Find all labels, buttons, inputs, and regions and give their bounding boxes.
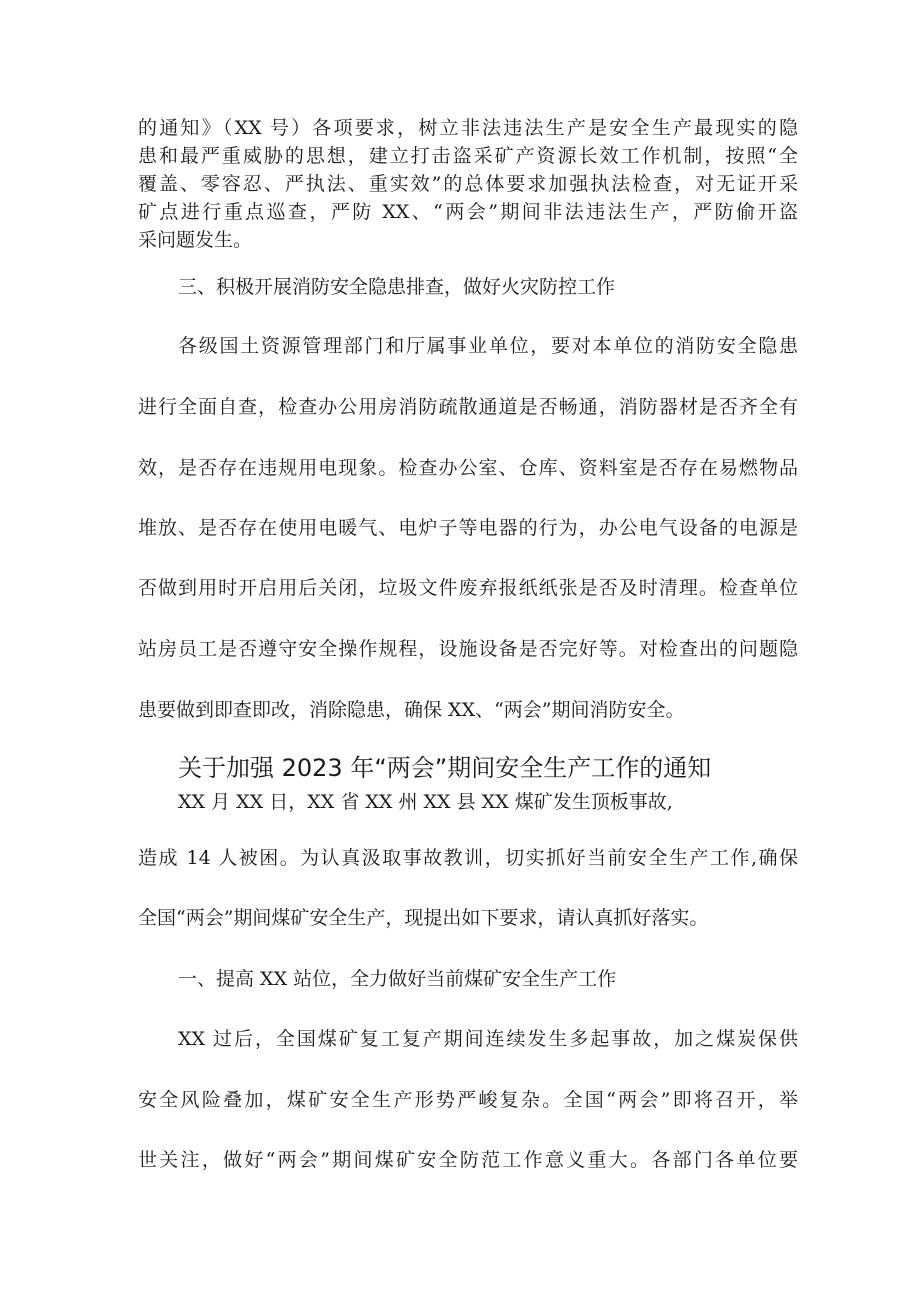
body-line: 矿点进行重点巡查，严防 XX、“两会”期间非法违法生产，严防偷开盗: [138, 201, 798, 223]
body-line: 否做到用时开启用后关闭，垃圾文件废弃报纸纸张是否及时清理。检查单位: [138, 577, 798, 599]
notice-title: 关于加强 2023 年“两会”期间安全生产工作的通知: [178, 754, 712, 782]
body-line: XX 过后，全国煤矿复工复产期间连续发生多起事故，加之煤炭保供: [178, 1028, 798, 1050]
body-line: 覆盖、零容忍、严执法、重实效”的总体要求加强执法检查，对无证开采: [138, 173, 798, 195]
section-heading-3: 三、积极开展消防安全隐患排查，做好火灾防控工作: [178, 276, 616, 298]
body-line: XX 月 XX 日，XX 省 XX 州 XX 县 XX 煤矿发生顶板事故,: [178, 791, 673, 813]
section-heading-1: 一、提高 XX 站位，全力做好当前煤矿安全生产工作: [178, 968, 617, 990]
body-line: 安全风险叠加，煤矿安全生产形势严峻复杂。全国“两会”即将召开，举: [138, 1089, 798, 1111]
body-line: 采问题发生。: [138, 229, 253, 251]
body-line: 各级国土资源管理部门和厅属事业单位，要对本单位的消防安全隐患: [178, 335, 798, 357]
body-line: 进行全面自查，检查办公用房消防疏散通道是否畅通，消防器材是否齐全有: [138, 396, 798, 418]
body-line: 堆放、是否存在使用电暖气、电炉子等电器的行为，办公电气设备的电源是: [138, 517, 798, 539]
body-line: 效，是否存在违规用电现象。检查办公室、仓库、资料室是否存在易燃物品: [138, 457, 798, 479]
body-line: 世关注，做好“两会”期间煤矿安全防范工作意义重大。各部门各单位要: [138, 1149, 798, 1171]
body-line: 患和最严重威胁的思想，建立打击盗采矿产资源长效工作机制，按照“全: [138, 145, 798, 167]
body-line: 患要做到即查即改，消除隐患，确保 XX、“两会”期间消防安全。: [138, 699, 685, 721]
body-line: 的通知》（XX 号）各项要求，树立非法违法生产是安全生产最现实的隐: [138, 117, 798, 139]
body-line: 站房员工是否遵守安全操作规程，设施设备是否完好等。对检查出的问题隐: [138, 638, 798, 660]
body-line: 全国“两会”期间煤矿安全生产，现提出如下要求，请认真抓好落实。: [138, 907, 709, 929]
body-line: 造成 14 人被困。为认真汲取事故教训，切实抓好当前安全生产工作,确保: [138, 847, 798, 869]
